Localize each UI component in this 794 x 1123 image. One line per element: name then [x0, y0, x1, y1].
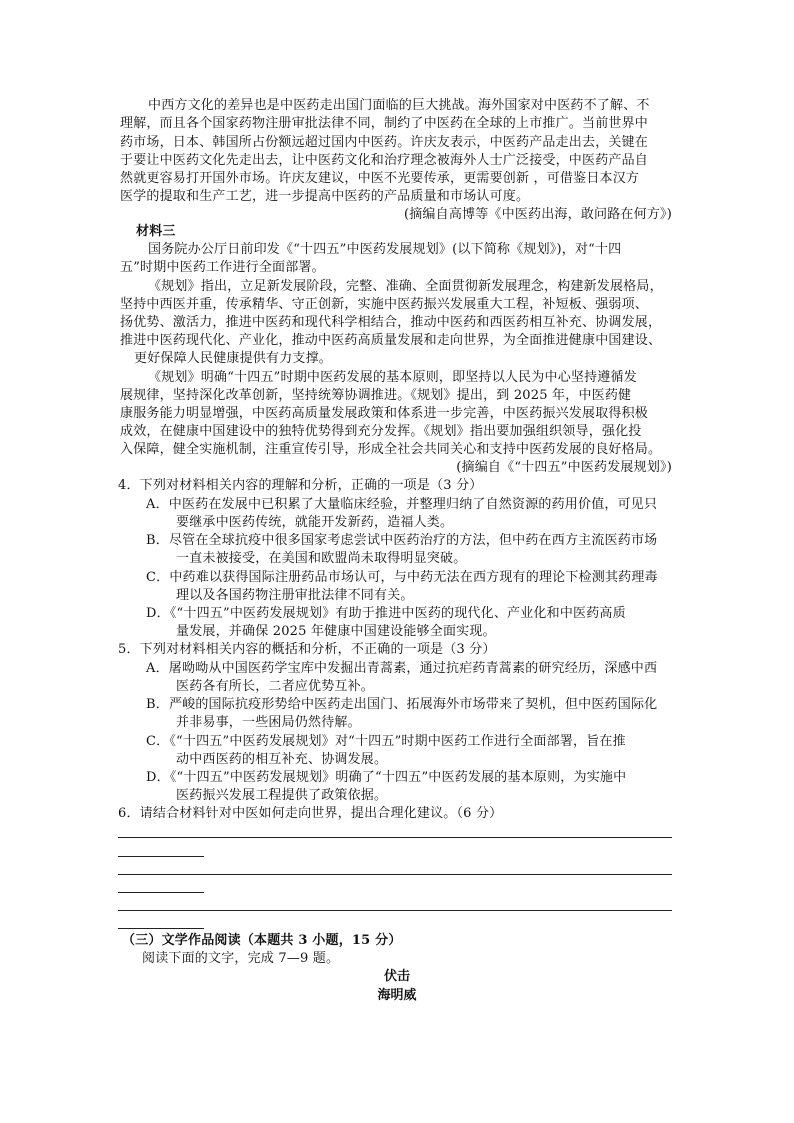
option-d-cont: 量发展，并确保 2025 年健康中国建设能够全面实现。 [176, 624, 496, 639]
text-line: 入保障，健全实施机制，注重宣传引导，形成全社会共同关心和支持中医药发展的良好格局。 [120, 442, 662, 457]
answer-line[interactable] [118, 910, 672, 911]
answer-line[interactable] [118, 837, 672, 838]
option-a: A．中医药在发展中已积累了大量临床经验，并整理归纳了自然资源的药用价值，可见只 [146, 497, 658, 512]
text-line: 药市场，日本、韩国所占份额远超过国内中医药。许庆友表示，中医药产品走出去，关键在 [120, 135, 649, 150]
option-c: C．《“十四五”中医药发展规划》对“十四五”时期中医药工作进行全面部署，旨在推 [146, 734, 626, 749]
text-line: 然就更容易打开国外市场。许庆友建议，中医不光要传承，更需要创新 ，可借鉴日本汉方 [120, 171, 640, 186]
option-b-cont: 一直未被接受，在美国和欧盟尚未取得明显突破。 [176, 551, 467, 566]
option-a: A．屠呦呦从中国医药学宝库中发掘出青蒿素，通过抗疟药青蒿素的研究经历，深感中西 [146, 661, 658, 676]
text-line: 扬优势、激活力，推进中医药和现代科学相结合，推动中医药和西医药相互补充、协调发展， [120, 315, 662, 330]
source-citation: (摘编自高博等《中医药出海，敢问路在何方》) [403, 207, 672, 222]
text-line: 康服务能力明显增强，中医药高质量发展政策和体系进一步完善，中医药振兴发展取得积极 [120, 406, 649, 421]
section-heading: 材料三 [136, 224, 176, 239]
option-a-cont: 医药各有所长，二者应优势互补。 [176, 679, 375, 694]
text-line: 于要让中医药文化先走出去，让中医药文化和治疗理念被海外人士广泛接受，中医药产品自 [120, 153, 649, 168]
text-line: 国务院办公厅日前印发《“十四五”中医药发展规划》(以下简称《规划》)，对“十四 [148, 242, 622, 257]
answer-line[interactable] [118, 892, 204, 893]
option-d: D．《“十四五”中医药发展规划》明确了“十四五”中医药发展的基本原则，为实施中 [146, 770, 627, 785]
text-line: 展规律，坚持深化改革创新，坚持统筹协调推进。《规划》提出，到 2025 年，中医药健 [120, 388, 632, 403]
option-c-cont: 理以及各国药物注册审批法律不同有关。 [176, 588, 414, 603]
text-line: 成效，在健康中国建设中的独特优势得到充分发挥。《规划》指出要加强组织领导，强化投 [120, 424, 642, 439]
text-line: 五”时期中医药工作进行全面部署。 [120, 260, 325, 275]
answer-line[interactable] [118, 856, 204, 857]
option-d: D．《“十四五”中医药发展规划》有助于推进中医药的现代化、产业化和中医药高质 [146, 606, 626, 621]
question-stem: 5．下列对材料相关内容的概括和分析，不正确的一项是（3 分） [118, 642, 496, 657]
option-d-cont: 医药振兴发展工程提供了政策依据。 [176, 788, 388, 803]
option-b: B．尽管在全球抗疫中很多国家考虑尝试中医药治疗的方法，但中药在西方主流医药市场 [146, 533, 658, 548]
text-line: 推进中医药现代化、产业化，推动中医药高质量发展和走向世界，为全面推进健康中国建设、 [120, 333, 662, 348]
option-b-cont: 并非易事，一些困局仍然待解。 [176, 715, 361, 730]
source-citation: (摘编自《“十四五”中医药发展规划》) [456, 460, 672, 475]
option-a-cont: 要继承中医药传统，就能开发新药，造福人类。 [176, 515, 454, 530]
text-line: 理解，而且各个国家药物注册审批法律不同，制约了中医药在全球的上市推广。当前世界中 [120, 116, 649, 131]
question-stem: 6．请结合材料针对中医如何走向世界，提出合理化建议。（6 分） [118, 806, 503, 821]
option-c: C．中药难以获得国际注册药品市场认可，与中药无法在西方现有的理论下检测其药理毒 [146, 570, 658, 585]
option-b: B．严峻的国际抗疫形势给中医药走出国门、拓展海外市场带来了契机，但中医药国际化 [146, 697, 658, 712]
text-line: 中西方文化的差异也是中医药走出国门面临的巨大挑战。海外国家对中医药不了解、不 [148, 98, 650, 113]
answer-line[interactable] [118, 928, 204, 929]
text-line: 医学的提取和生产工艺，进一步提高中医药的产品质量和市场认可度。 [120, 189, 530, 204]
question-stem: 4．下列对材料相关内容的理解和分析，正确的一项是（3 分） [118, 478, 483, 493]
text-line: 更好保障人民健康提供有力支撑。 [134, 351, 333, 366]
text-line: 《规划》指出，立足新发展阶段，完整、准确、全面贯彻新发展理念，构建新发展格局， [148, 279, 663, 294]
instruction-text: 阅读下面的文字，完成 7—9 题。 [142, 951, 340, 966]
section-heading: （三）文学作品阅读（本题共 3 小题，15 分） [122, 933, 402, 948]
option-c-cont: 动中西医药的相互补充、协调发展。 [176, 752, 388, 767]
story-author: 海明威 [377, 988, 417, 1003]
text-line: 《规划》明确“十四五”时期中医药发展的基本原则，即坚持以人民为中心坚持遵循发 [148, 370, 637, 385]
story-title: 伏击 [383, 969, 410, 984]
answer-line[interactable] [118, 874, 672, 875]
text-line: 坚持中西医并重，传承精华、守正创新，实施中医药振兴发展重大工程，补短板、强弱项、 [120, 297, 649, 312]
